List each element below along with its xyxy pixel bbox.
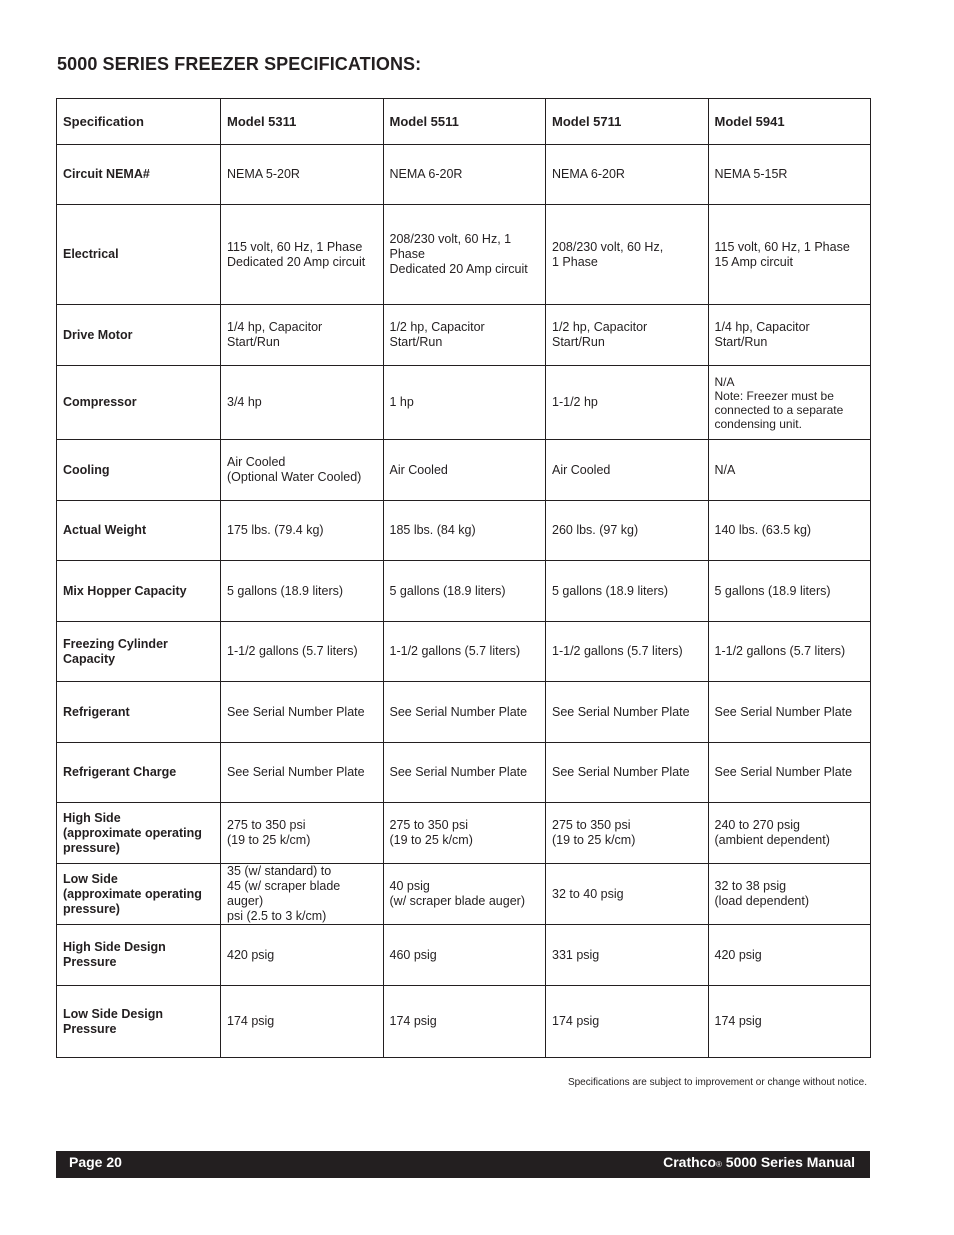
table-cell: 1-1/2 hp [546, 366, 709, 440]
manual-title [663, 1154, 855, 1170]
page-footer [56, 1151, 870, 1178]
page-number: Page 20 [69, 1154, 122, 1170]
table-cell: Air Cooled [546, 440, 709, 501]
table-cell: See Serial Number Plate [546, 743, 709, 803]
table-cell: 5 gallons (18.9 liters) [708, 561, 871, 622]
table-cell: See Serial Number Plate [383, 682, 546, 743]
table-cell: NEMA 6-20R [546, 145, 709, 205]
row-label: Circuit NEMA# [57, 145, 221, 205]
table-cell: 420 psig [221, 925, 384, 986]
table-cell: 32 to 40 psig [546, 864, 709, 925]
table-row [57, 366, 871, 440]
table-cell: Air Cooled (Optional Water Cooled) [221, 440, 384, 501]
table-cell: 185 lbs. (84 kg) [383, 501, 546, 561]
table-cell: Air Cooled [383, 440, 546, 501]
registered-mark: ® [716, 1160, 722, 1169]
table-cell: 1-1/2 gallons (5.7 liters) [546, 622, 709, 682]
row-label: High Side (approximate operating pressure) [57, 803, 221, 864]
table-header-row [57, 99, 871, 145]
table-cell: 174 psig [383, 986, 546, 1058]
table-row [57, 305, 871, 366]
table-cell: 1/2 hp, Capacitor Start/Run [546, 305, 709, 366]
table-row [57, 986, 871, 1058]
row-label: Cooling [57, 440, 221, 501]
table-cell: 32 to 38 psig (load dependent) [708, 864, 871, 925]
header-model-5711: Model 5711 [546, 99, 709, 145]
page-title: 5000 SERIES FREEZER SPECIFICATIONS: [57, 54, 422, 74]
table-row [57, 501, 871, 561]
row-label: Low Side (approximate operating pressure) [57, 864, 221, 925]
table-cell: 275 to 350 psi (19 to 25 k/cm) [546, 803, 709, 864]
table-row [57, 145, 871, 205]
table-row [57, 743, 871, 803]
table-cell: 275 to 350 psi (19 to 25 k/cm) [221, 803, 384, 864]
table-row [57, 622, 871, 682]
row-label: Freezing Cylinder Capacity [57, 622, 221, 682]
table-cell: 275 to 350 psi (19 to 25 k/cm) [383, 803, 546, 864]
table-row [57, 803, 871, 864]
table-cell: 1-1/2 gallons (5.7 liters) [221, 622, 384, 682]
table-cell: 1-1/2 gallons (5.7 liters) [708, 622, 871, 682]
table-cell: NEMA 6-20R [383, 145, 546, 205]
table-cell: 1 hp [383, 366, 546, 440]
table-cell: 5 gallons (18.9 liters) [383, 561, 546, 622]
table-cell: 331 psig [546, 925, 709, 986]
row-label: Electrical [57, 205, 221, 305]
table-cell: 1/4 hp, Capacitor Start/Run [708, 305, 871, 366]
table-cell: 420 psig [708, 925, 871, 986]
table-cell: 260 lbs. (97 kg) [546, 501, 709, 561]
table-cell: 1-1/2 gallons (5.7 liters) [383, 622, 546, 682]
table-row [57, 682, 871, 743]
row-label: High Side Design Pressure [57, 925, 221, 986]
table-cell: 174 psig [221, 986, 384, 1058]
table-cell: N/A Note: Freezer must be connected to a separate condensing unit. [708, 366, 871, 440]
table-cell: 5 gallons (18.9 liters) [221, 561, 384, 622]
table-cell: 3/4 hp [221, 366, 384, 440]
table-cell: 240 to 270 psig (ambient dependent) [708, 803, 871, 864]
table-cell: 35 (w/ standard) to 45 (w/ scraper blade auger) psi (2.5 to 3 k/cm) [221, 864, 384, 925]
table-cell: 1/4 hp, Capacitor Start/Run [221, 305, 384, 366]
table-cell: See Serial Number Plate [221, 682, 384, 743]
table-cell: 175 lbs. (79.4 kg) [221, 501, 384, 561]
table-row [57, 864, 871, 925]
brand-name: Crathco [663, 1154, 717, 1170]
table-cell: 460 psig [383, 925, 546, 986]
table-cell: NEMA 5-20R [221, 145, 384, 205]
row-label: Refrigerant Charge [57, 743, 221, 803]
header-model-5311: Model 5311 [221, 99, 384, 145]
specifications-table [56, 98, 871, 1058]
row-label: Low Side Design Pressure [57, 986, 221, 1058]
table-cell: N/A [708, 440, 871, 501]
specifications-disclaimer: Specifications are subject to improvement or change without notice. [567, 1077, 867, 1088]
row-label: Actual Weight [57, 501, 221, 561]
header-model-5511: Model 5511 [383, 99, 546, 145]
table-cell: See Serial Number Plate [383, 743, 546, 803]
table-row [57, 925, 871, 986]
table-cell: 208/230 volt, 60 Hz, 1 Phase [546, 205, 709, 305]
table-cell: NEMA 5-15R [708, 145, 871, 205]
header-model-5941: Model 5941 [708, 99, 871, 145]
table-cell: 174 psig [708, 986, 871, 1058]
table-cell: 140 lbs. (63.5 kg) [708, 501, 871, 561]
row-label: Compressor [57, 366, 221, 440]
table-cell: See Serial Number Plate [708, 682, 871, 743]
table-cell: 1/2 hp, Capacitor Start/Run [383, 305, 546, 366]
table-cell: See Serial Number Plate [708, 743, 871, 803]
table-row [57, 205, 871, 305]
header-specification: Specification [57, 99, 221, 145]
row-label: Mix Hopper Capacity [57, 561, 221, 622]
table-cell: 5 gallons (18.9 liters) [546, 561, 709, 622]
table-cell: 208/230 volt, 60 Hz, 1 Phase Dedicated 20 Amp circuit [383, 205, 546, 305]
table-cell: 40 psig (w/ scraper blade auger) [383, 864, 546, 925]
row-label: Refrigerant [57, 682, 221, 743]
table-cell: 115 volt, 60 Hz, 1 Phase Dedicated 20 Amp circuit [221, 205, 384, 305]
table-cell: 115 volt, 60 Hz, 1 Phase 15 Amp circuit [708, 205, 871, 305]
table-cell: See Serial Number Plate [546, 682, 709, 743]
table-row [57, 440, 871, 501]
table-row [57, 561, 871, 622]
row-label: Drive Motor [57, 305, 221, 366]
table-cell: See Serial Number Plate [221, 743, 384, 803]
manual-name: 5000 Series Manual [721, 1154, 855, 1170]
table-cell: 174 psig [546, 986, 709, 1058]
